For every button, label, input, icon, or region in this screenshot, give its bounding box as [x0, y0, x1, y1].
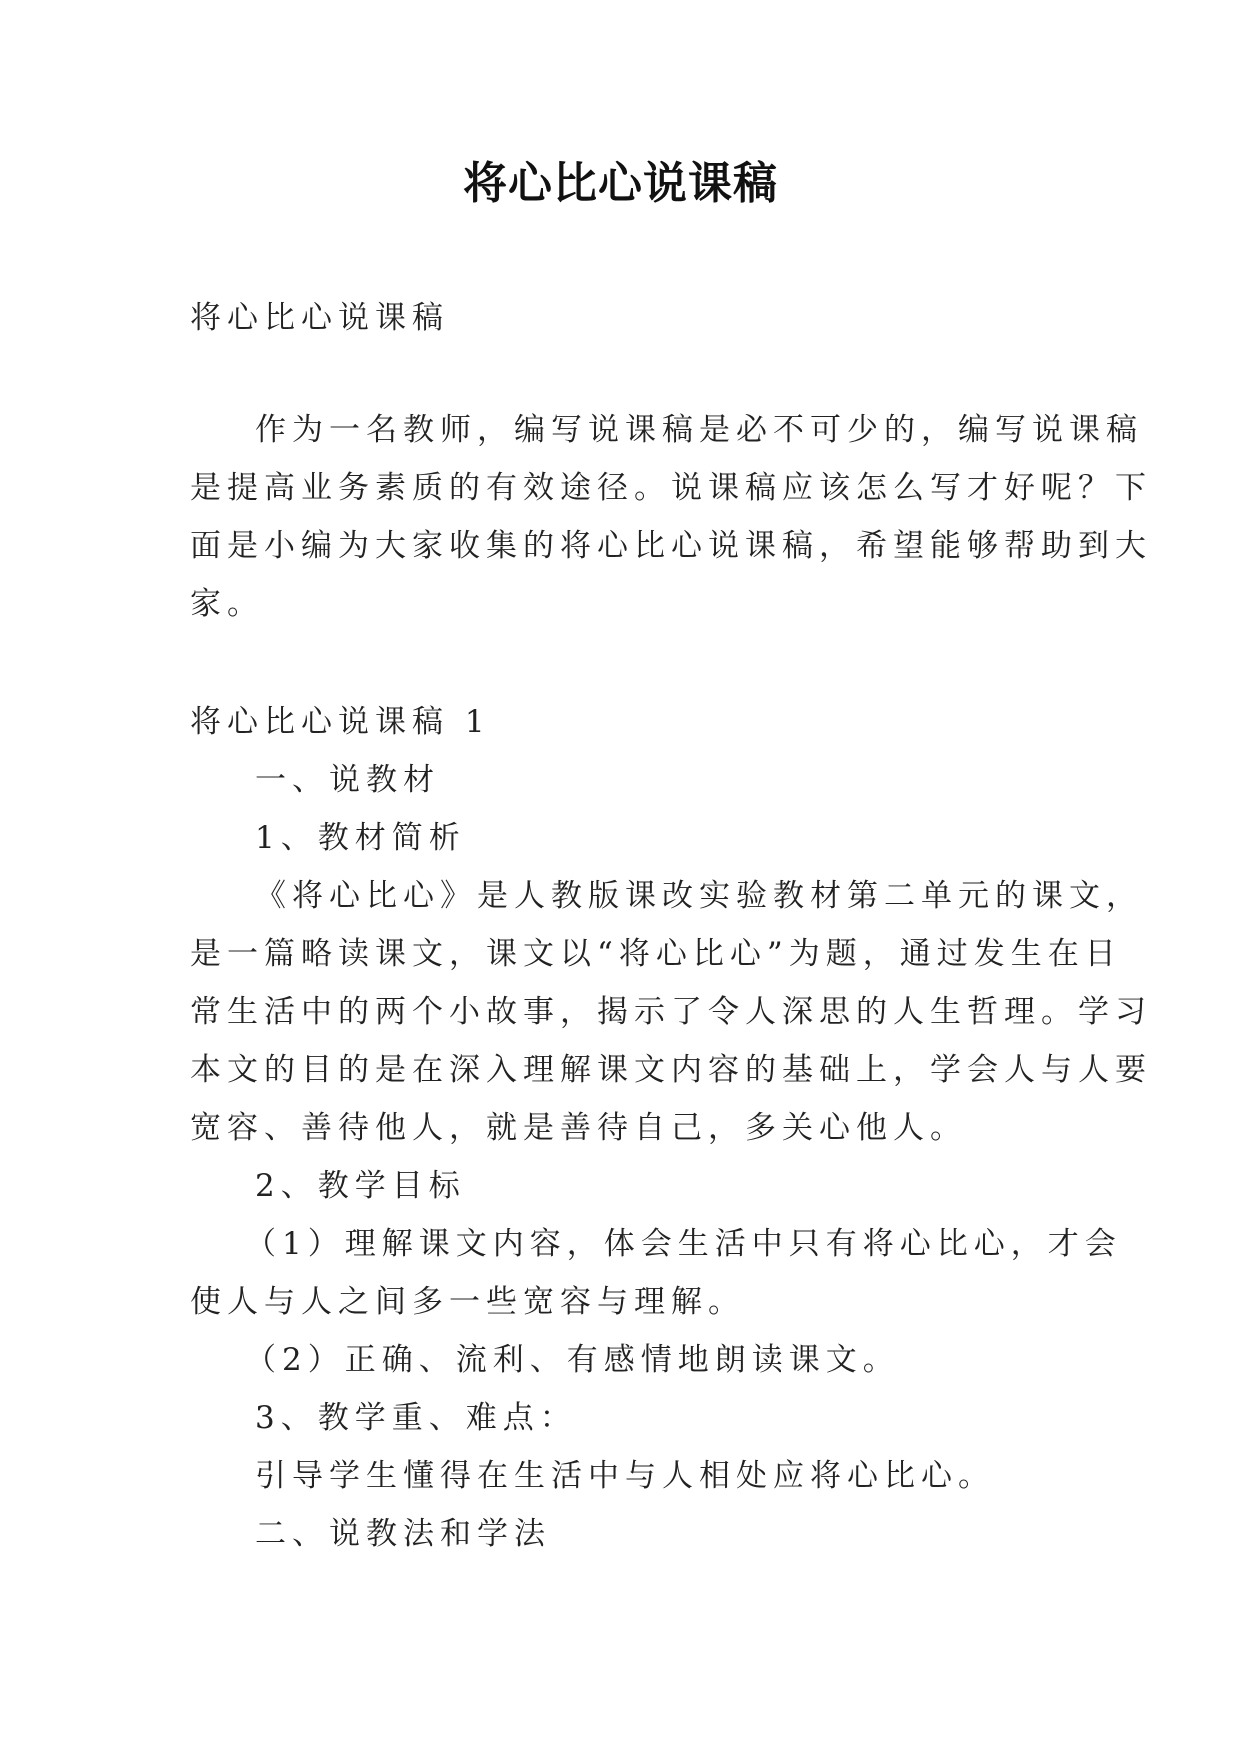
paragraph-line: 使人与人之间多一些宽容与理解。 — [190, 1284, 745, 1320]
paragraph-line: 是提高业务素质的有效途径。说课稿应该怎么写才好呢？下 — [190, 470, 1152, 506]
paragraph-line: 面是小编为大家收集的将心比心说课稿，希望能够帮助到大 — [190, 528, 1152, 564]
paragraph-line: 是一篇略读课文，课文以“将心比心”为题，通过发生在日 — [190, 936, 1122, 972]
subsection-heading: 1、教材简析 — [255, 820, 466, 856]
section-heading: 将心比心说课稿 1 — [190, 704, 491, 740]
paragraph-line: 引导学生懂得在生活中与人相处应将心比心。 — [255, 1458, 995, 1494]
subtitle-line: 将心比心说课稿 — [190, 300, 449, 336]
paragraph-line: （2）正确、流利、有感情地朗读课文。 — [245, 1342, 900, 1378]
subsection-heading: 2、教学目标 — [255, 1168, 466, 1204]
paragraph-line: 常生活中的两个小故事，揭示了令人深思的人生哲理。学习 — [190, 994, 1152, 1030]
paragraph-line: 宽容、善待他人，就是善待自己，多关心他人。 — [190, 1110, 967, 1146]
section-heading: 一、说教材 — [255, 762, 440, 798]
document-title: 将心比心说课稿 — [463, 158, 778, 209]
subsection-heading: 3、教学重、难点： — [255, 1400, 577, 1436]
paragraph-line: 《将心比心》是人教版课改实验教材第二单元的课文， — [255, 878, 1143, 914]
paragraph-line: 本文的目的是在深入理解课文内容的基础上，学会人与人要 — [190, 1052, 1152, 1088]
paragraph-line: 家。 — [190, 586, 264, 622]
section-heading: 二、说教法和学法 — [255, 1516, 551, 1552]
paragraph-line: 作为一名教师，编写说课稿是必不可少的，编写说课稿 — [255, 412, 1143, 448]
paragraph-line: （1）理解课文内容，体会生活中只有将心比心，才会 — [245, 1226, 1122, 1262]
